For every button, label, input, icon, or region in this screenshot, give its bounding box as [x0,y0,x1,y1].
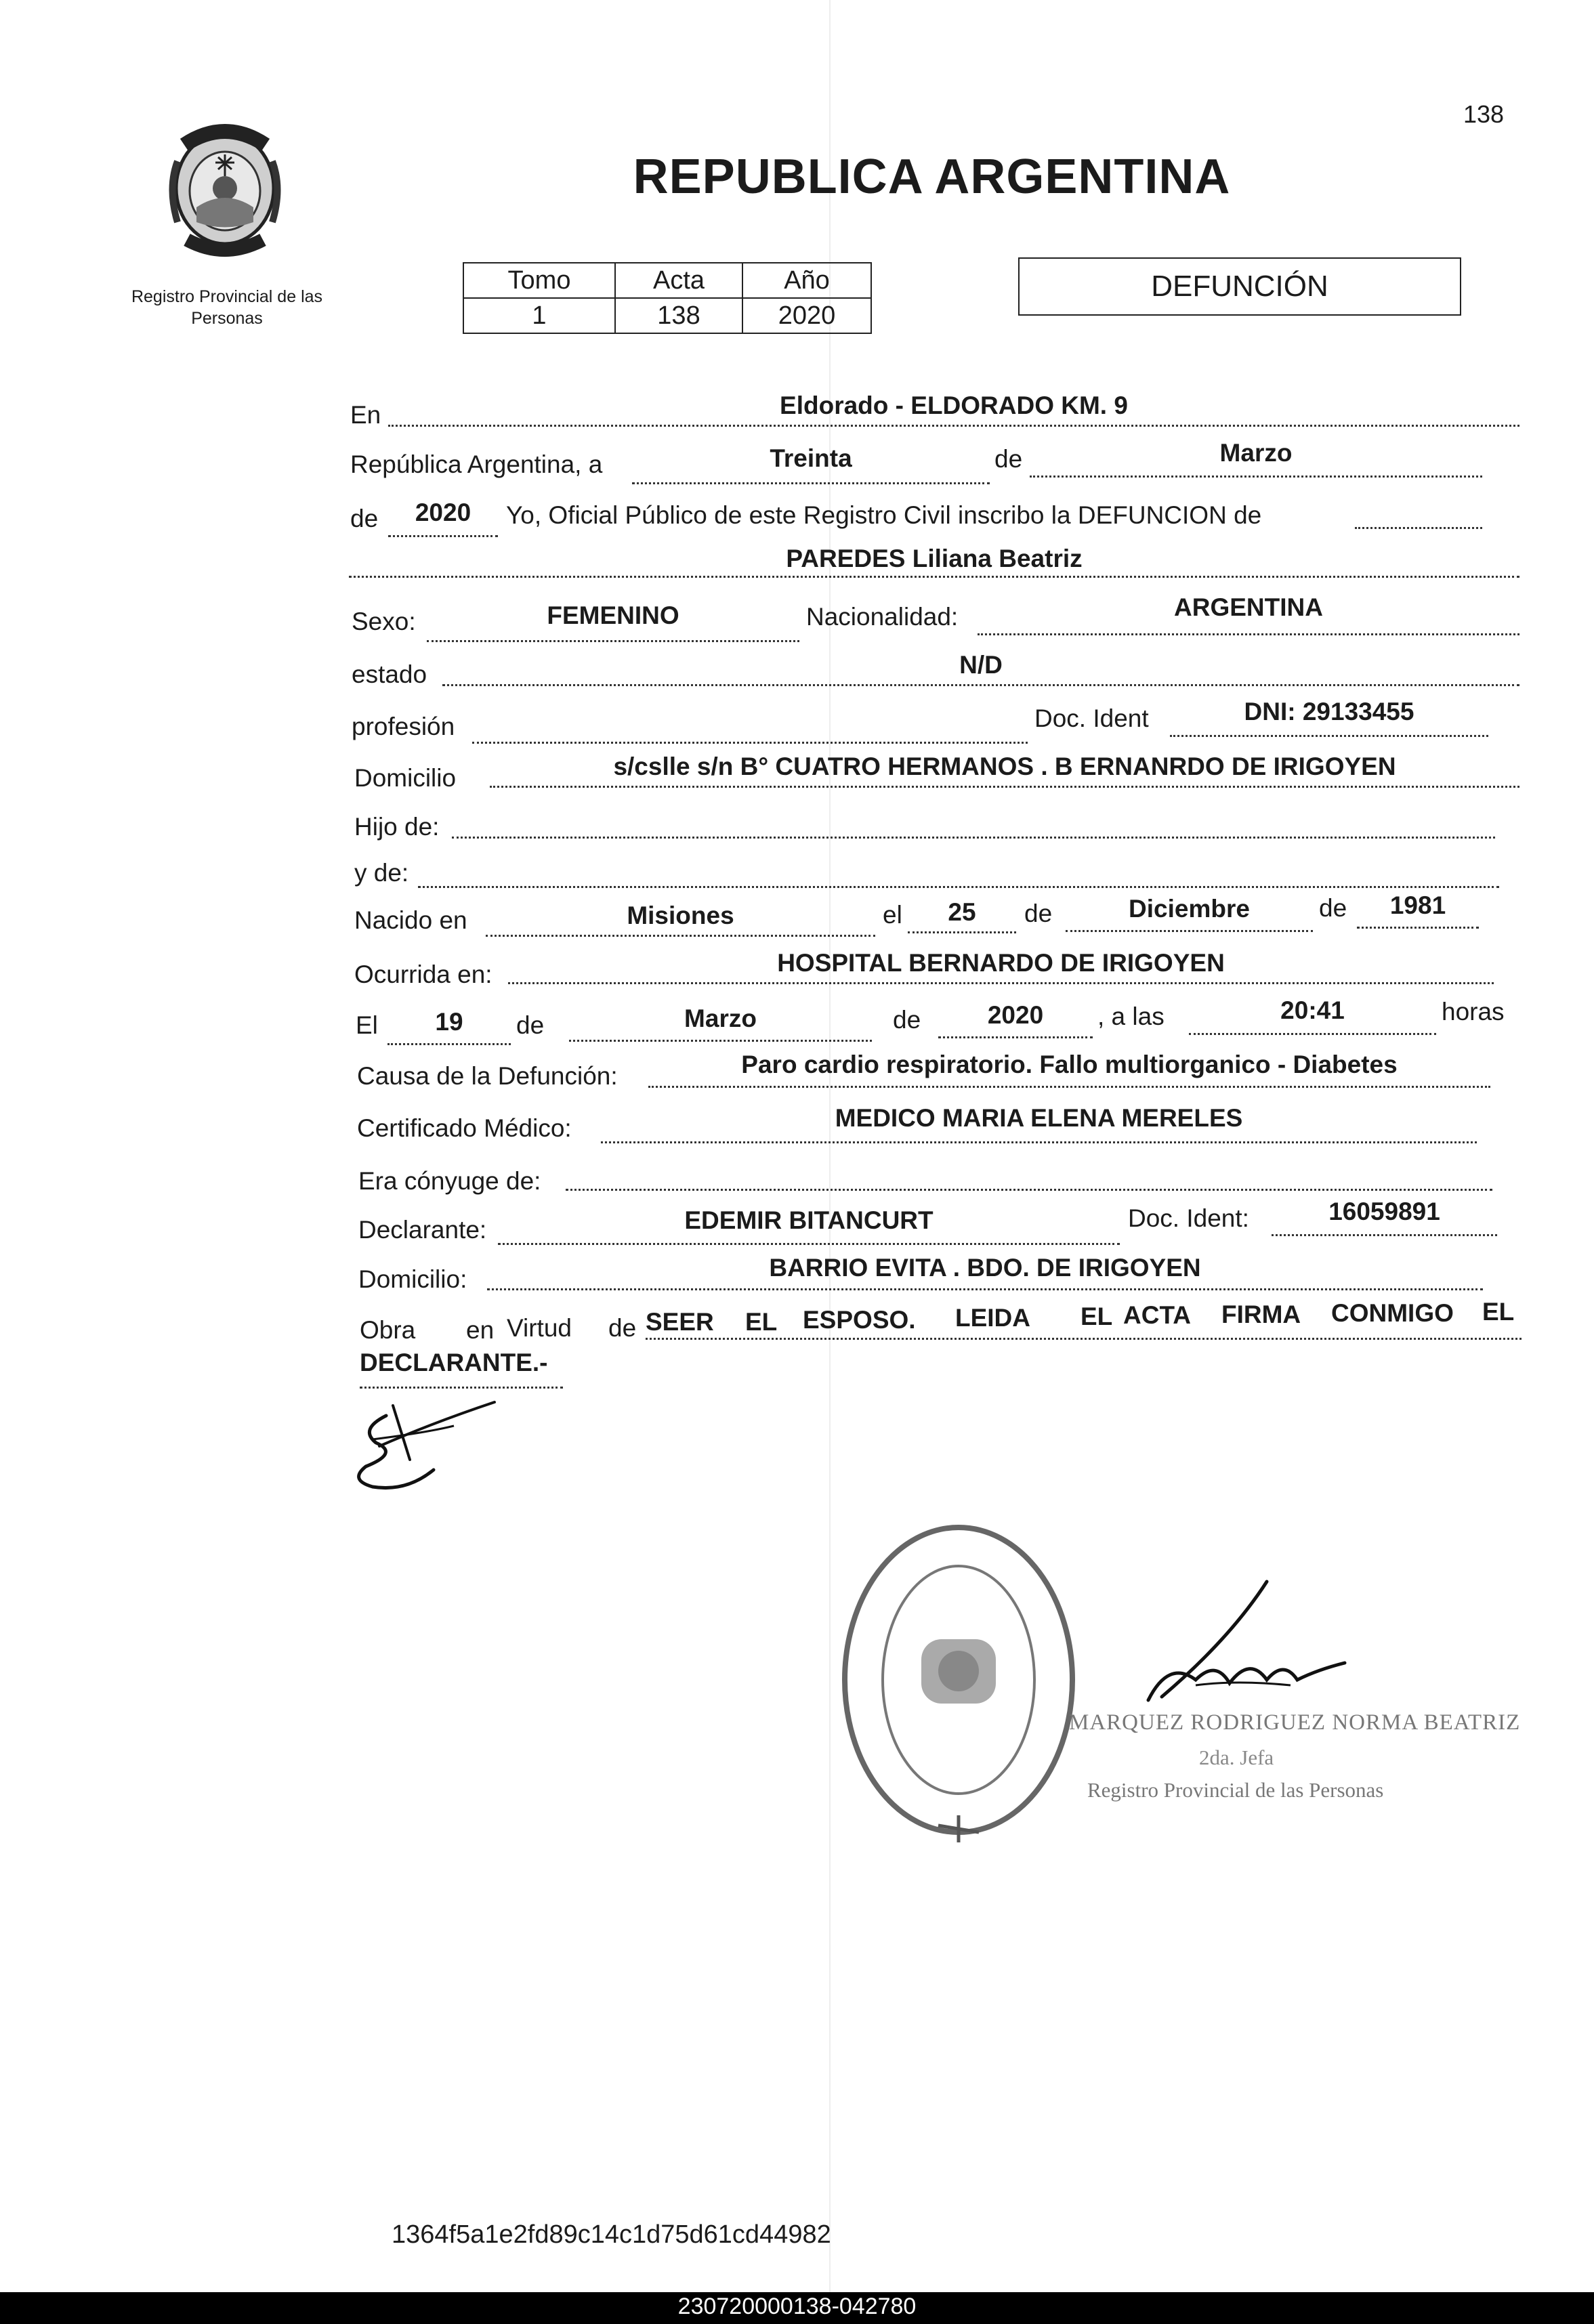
field-profesion-line [472,708,1028,744]
label-conyuge: Era cónyuge de: [358,1167,541,1195]
field-nacido-dia: 25 [948,898,976,926]
obra-word-4: LEIDA [955,1304,1030,1332]
field-dia-texto: Treinta [770,444,852,472]
label-de-3: de [1024,900,1053,927]
tomo-header: Tomo [463,263,615,298]
field-nacido-en: Misiones [627,902,734,929]
label-nacido-en: Nacido en [354,906,467,934]
field-conyuge-line [566,1155,1492,1191]
label-de-1: de [994,445,1023,473]
label-hijo-de: Hijo de: [354,813,440,841]
label-sexo: Sexo: [352,608,416,635]
obra-word-5: EL [1081,1303,1113,1330]
label-de-5: de [516,1011,545,1039]
official-stamp [830,1514,1087,1846]
field-anio: 2020 [415,499,471,526]
obra-word-6: ACTA [1123,1301,1192,1329]
label-de-6: de [893,1006,921,1034]
record-type-box: DEFUNCIÓN [1018,257,1461,316]
registry-table [463,262,872,334]
tomo-value: 1 [463,298,615,333]
label-a-las: , a las [1097,1002,1165,1030]
obra-word-2: EL [745,1308,778,1336]
label-y-de: y de: [354,859,409,887]
registrar-signature [1121,1578,1379,1707]
label-en-2: en [466,1316,495,1344]
label-declarante: Declarante: [358,1216,487,1244]
label-nacionalidad: Nacionalidad: [806,603,959,631]
field-declarante-domicilio: BARRIO EVITA . BDO. DE IRIGOYEN [769,1254,1201,1282]
obra-word-1: SEER [646,1308,714,1336]
field-hijo-de-line [452,803,1495,839]
label-doc-ident: Doc. Ident [1034,704,1149,732]
label-obra: Obra [360,1316,416,1344]
acta-value: 138 [615,298,742,333]
acta-header: Acta [615,263,742,298]
field-nombre: PAREDES Liliana Beatriz [786,545,1083,572]
field-fallecido-dia: 19 [435,1008,463,1036]
field-fallecido-mes: Marzo [684,1005,757,1032]
issuer-name: Registro Provincial de las Personas [131,287,323,328]
field-declarante: EDEMIR BITANCURT [684,1206,934,1234]
label-doc-ident-2: Doc. Ident: [1128,1204,1249,1232]
label-domicilio-2: Domicilio: [358,1265,467,1293]
registrar-role: 2da. Jefa [1199,1746,1274,1769]
declarant-signature [345,1392,508,1494]
label-en: En [350,401,381,429]
obra-word-9: EL [1482,1298,1515,1326]
field-estado: N/D [959,651,1003,679]
document-hash: 1364f5a1e2fd89c14c1d75d61cd44982 [392,2220,831,2249]
registrar-office: Registro Provincial de las Personas [1087,1778,1384,1802]
label-de-4: de [1319,894,1347,922]
field-nacionalidad: ARGENTINA [1174,593,1323,621]
field-documento: DNI: 29133455 [1244,698,1414,725]
obra-word-7: FIRMA [1221,1301,1301,1328]
document-title: REPUBLICA ARGENTINA [633,150,1231,204]
field-mes: Marzo [1219,439,1293,467]
obra-word-10: DECLARANTE.- [360,1349,548,1376]
label-estado: estado [352,660,427,688]
registrar-name: MARQUEZ RODRIGUEZ NORMA BEATRIZ [1069,1710,1521,1735]
field-ocurrida-en: HOSPITAL BERNARDO DE IRIGOYEN [777,949,1225,977]
field-fallecido-anio: 2020 [987,1001,1044,1029]
field-certificado: MEDICO MARIA ELENA MERELES [835,1104,1243,1132]
label-virtud: Virtud [507,1314,572,1342]
label-ocurrida-en: Ocurrida en: [354,960,492,988]
page-number: 138 [1463,100,1505,128]
label-domicilio: Domicilio [354,764,457,792]
label-profesion: profesión [352,713,455,740]
footer-id: 230720000138-042780 [677,2294,917,2319]
label-el: el [883,901,902,929]
label-el-upper: El [356,1011,378,1039]
anio-header: Año [742,263,871,298]
field-blank-line [1355,493,1482,529]
label-causa: Causa de la Defunción: [357,1062,618,1090]
field-nacido-mes: Diciembre [1129,895,1250,923]
paper-fold-line [829,0,831,2292]
obra-word-3: ESPOSO. [803,1306,916,1334]
field-declarante-doc: 16059891 [1328,1198,1440,1225]
label-certificado: Certificado Médico: [357,1114,572,1142]
anio-value: 2020 [742,298,871,333]
field-sexo: FEMENINO [547,601,679,629]
label-horas: horas [1442,998,1505,1026]
label-de-7: de [608,1314,637,1342]
field-hora: 20:41 [1280,996,1345,1024]
field-domicilio: s/cslle s/n B° CUATRO HERMANOS . B ERNANRDO DE IRIGOYEN [613,753,1396,780]
obra-word-8: CONMIGO [1331,1299,1454,1327]
field-causa: Paro cardio respiratorio. Fallo multiorganico - Diabetes [741,1051,1398,1078]
field-y-de-line [418,852,1499,888]
label-de-2: de [350,505,379,532]
label-republica: República Argentina, a [350,450,603,478]
field-lugar: Eldorado - ELDORADO KM. 9 [780,392,1128,419]
field-nacido-anio: 1981 [1389,891,1446,919]
label-yo-oficial: Yo, Oficial Público de este Registro Civil inscribo la DEFUNCION de [506,501,1262,529]
